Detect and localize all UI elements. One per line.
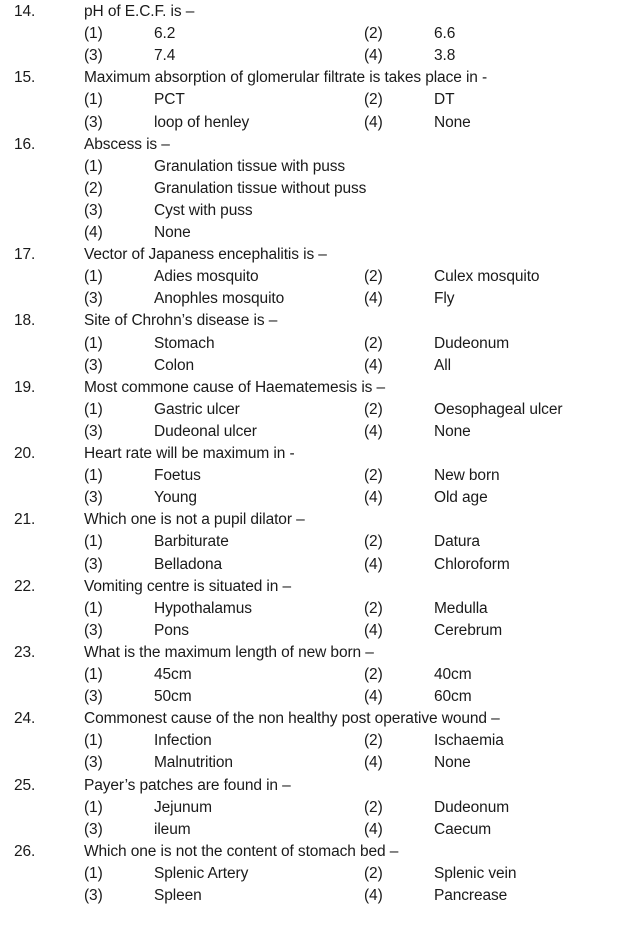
option-text: None (434, 113, 471, 131)
option-number: (4) (364, 688, 383, 706)
option-text: Barbiturate (154, 533, 229, 551)
option-text: Dudeonum (434, 798, 510, 816)
option-number: (4) (84, 224, 103, 241)
option-text: 50cm (154, 688, 192, 706)
option-text: Adies mosquito (154, 268, 259, 286)
option-number: (1) (84, 400, 103, 418)
option-text: Dudeonum (434, 334, 510, 352)
option-number: (2) (364, 467, 383, 485)
option-text: DT (434, 91, 455, 109)
option-text: Gastric ulcer (154, 400, 240, 418)
question-number: 26. (14, 842, 36, 860)
option-text: 7.4 (154, 47, 176, 65)
question-number: 18. (14, 312, 36, 330)
option-text: New born (434, 467, 500, 485)
option-text: Hypothalamus (154, 599, 252, 617)
option-text: Granulation tissue without puss (154, 179, 367, 197)
question-text: Most commone cause of Haematemesis is – (84, 378, 386, 396)
question-text: Commonest cause of the non healthy post operative wound – (84, 710, 500, 728)
option-text: Datura (434, 533, 480, 551)
option-text: 6.6 (434, 25, 456, 43)
option-text: Chloroform (434, 555, 510, 573)
question-text: Site of Chrohn’s disease is – (84, 312, 278, 330)
option-number: (3) (84, 422, 103, 440)
option-text: Colon (154, 356, 194, 374)
question-text: Which one is not a pupil dilator – (84, 511, 305, 529)
option-number: (1) (84, 732, 103, 750)
option-text: Stomach (154, 334, 215, 352)
question-number: 19. (14, 378, 36, 396)
option-number: (4) (364, 422, 383, 440)
question-text: Vector of Japaness encephalitis is – (84, 246, 327, 264)
option-text: All (434, 356, 451, 374)
option-text: Spleen (154, 887, 202, 904)
option-number: (1) (84, 864, 103, 882)
option-number: (2) (364, 599, 383, 617)
question-number: 16. (14, 135, 36, 153)
option-number: (2) (364, 25, 383, 43)
option-text: Caecum (434, 820, 492, 838)
option-text: Young (154, 489, 197, 507)
option-number: (1) (84, 798, 103, 816)
option-number: (1) (84, 599, 103, 617)
option-number: (4) (364, 754, 383, 772)
question-text: Maximum absorption of glomerular filtrate is takes place in - (84, 69, 488, 87)
option-text: Culex mosquito (434, 268, 540, 286)
option-text: None (434, 754, 471, 772)
option-number: (1) (84, 268, 103, 286)
option-number: (1) (84, 666, 103, 683)
option-text: None (434, 422, 471, 440)
option-number: (3) (84, 820, 103, 838)
question-number: 23. (14, 643, 36, 661)
option-number: (4) (364, 113, 383, 131)
option-text: Dudeonal ulcer (154, 422, 257, 440)
option-number: (2) (364, 268, 383, 286)
option-text: None (154, 224, 191, 241)
option-number: (2) (364, 864, 383, 882)
question-number: 22. (14, 577, 36, 595)
option-text: loop of henley (154, 113, 250, 131)
option-number: (3) (84, 113, 103, 131)
question-number: 25. (14, 776, 36, 794)
option-number: (4) (364, 489, 383, 507)
option-number: (2) (364, 666, 383, 683)
option-text: Foetus (154, 467, 201, 485)
option-number: (3) (84, 290, 103, 308)
option-number: (3) (84, 555, 103, 573)
option-number: (3) (84, 754, 103, 772)
option-text: Cyst with puss (154, 201, 253, 219)
option-text: Belladona (154, 555, 223, 573)
option-number: (2) (364, 798, 383, 816)
option-text: Splenic Artery (154, 864, 249, 882)
option-text: Fly (434, 290, 455, 308)
option-text: Pancrease (434, 887, 508, 904)
option-number: (1) (84, 334, 103, 352)
question-number: 17. (14, 246, 36, 264)
option-text: ileum (154, 820, 191, 838)
option-number: (2) (84, 179, 103, 197)
option-text: Malnutrition (154, 754, 233, 772)
question-text: pH of E.C.F. is – (84, 3, 195, 20)
option-number: (3) (84, 887, 103, 904)
option-number: (2) (364, 533, 383, 551)
option-number: (1) (84, 25, 103, 43)
question-text: Abscess is – (84, 135, 170, 153)
option-text: PCT (154, 91, 185, 109)
option-number: (4) (364, 356, 383, 374)
option-text: Old age (434, 489, 488, 507)
option-text: 3.8 (434, 47, 456, 65)
question-number: 14. (14, 3, 36, 20)
option-number: (4) (364, 555, 383, 573)
option-number: (4) (364, 47, 383, 65)
question-text: Vomiting centre is situated in – (84, 577, 292, 595)
option-text: Ischaemia (434, 732, 504, 750)
option-number: (4) (364, 820, 383, 838)
option-text: Oesophageal ulcer (434, 400, 563, 418)
option-number: (2) (364, 334, 383, 352)
option-text: Splenic vein (434, 864, 517, 882)
option-text: 6.2 (154, 25, 176, 43)
question-text: Heart rate will be maximum in - (84, 445, 295, 462)
option-number: (1) (84, 533, 103, 551)
option-text: 45cm (154, 666, 192, 683)
option-number: (1) (84, 467, 103, 485)
question-text: Which one is not the content of stomach bed – (84, 842, 399, 860)
question-text: Payer’s patches are found in – (84, 776, 291, 794)
option-text: 60cm (434, 688, 472, 706)
question-text: What is the maximum length of new born – (84, 643, 374, 661)
option-number: (2) (364, 732, 383, 750)
option-number: (3) (84, 356, 103, 374)
option-number: (2) (364, 91, 383, 109)
option-number: (3) (84, 688, 103, 706)
option-text: 40cm (434, 666, 472, 683)
option-number: (4) (364, 621, 383, 639)
option-number: (4) (364, 887, 383, 904)
option-number: (1) (84, 157, 103, 175)
question-number: 21. (14, 511, 36, 529)
question-number: 20. (14, 445, 36, 462)
option-number: (1) (84, 91, 103, 109)
option-text: Cerebrum (434, 621, 503, 639)
option-text: Infection (154, 732, 212, 750)
option-text: Pons (154, 621, 189, 639)
option-text: Jejunum (154, 798, 212, 816)
option-number: (4) (364, 290, 383, 308)
option-number: (3) (84, 489, 103, 507)
option-text: Anophles mosquito (154, 290, 285, 308)
option-text: Granulation tissue with puss (154, 157, 346, 175)
option-number: (3) (84, 621, 103, 639)
question-number: 24. (14, 710, 36, 728)
question-number: 15. (14, 69, 36, 87)
option-text: Medulla (434, 599, 488, 617)
option-number: (2) (364, 400, 383, 418)
option-number: (3) (84, 201, 103, 219)
option-number: (3) (84, 47, 103, 65)
